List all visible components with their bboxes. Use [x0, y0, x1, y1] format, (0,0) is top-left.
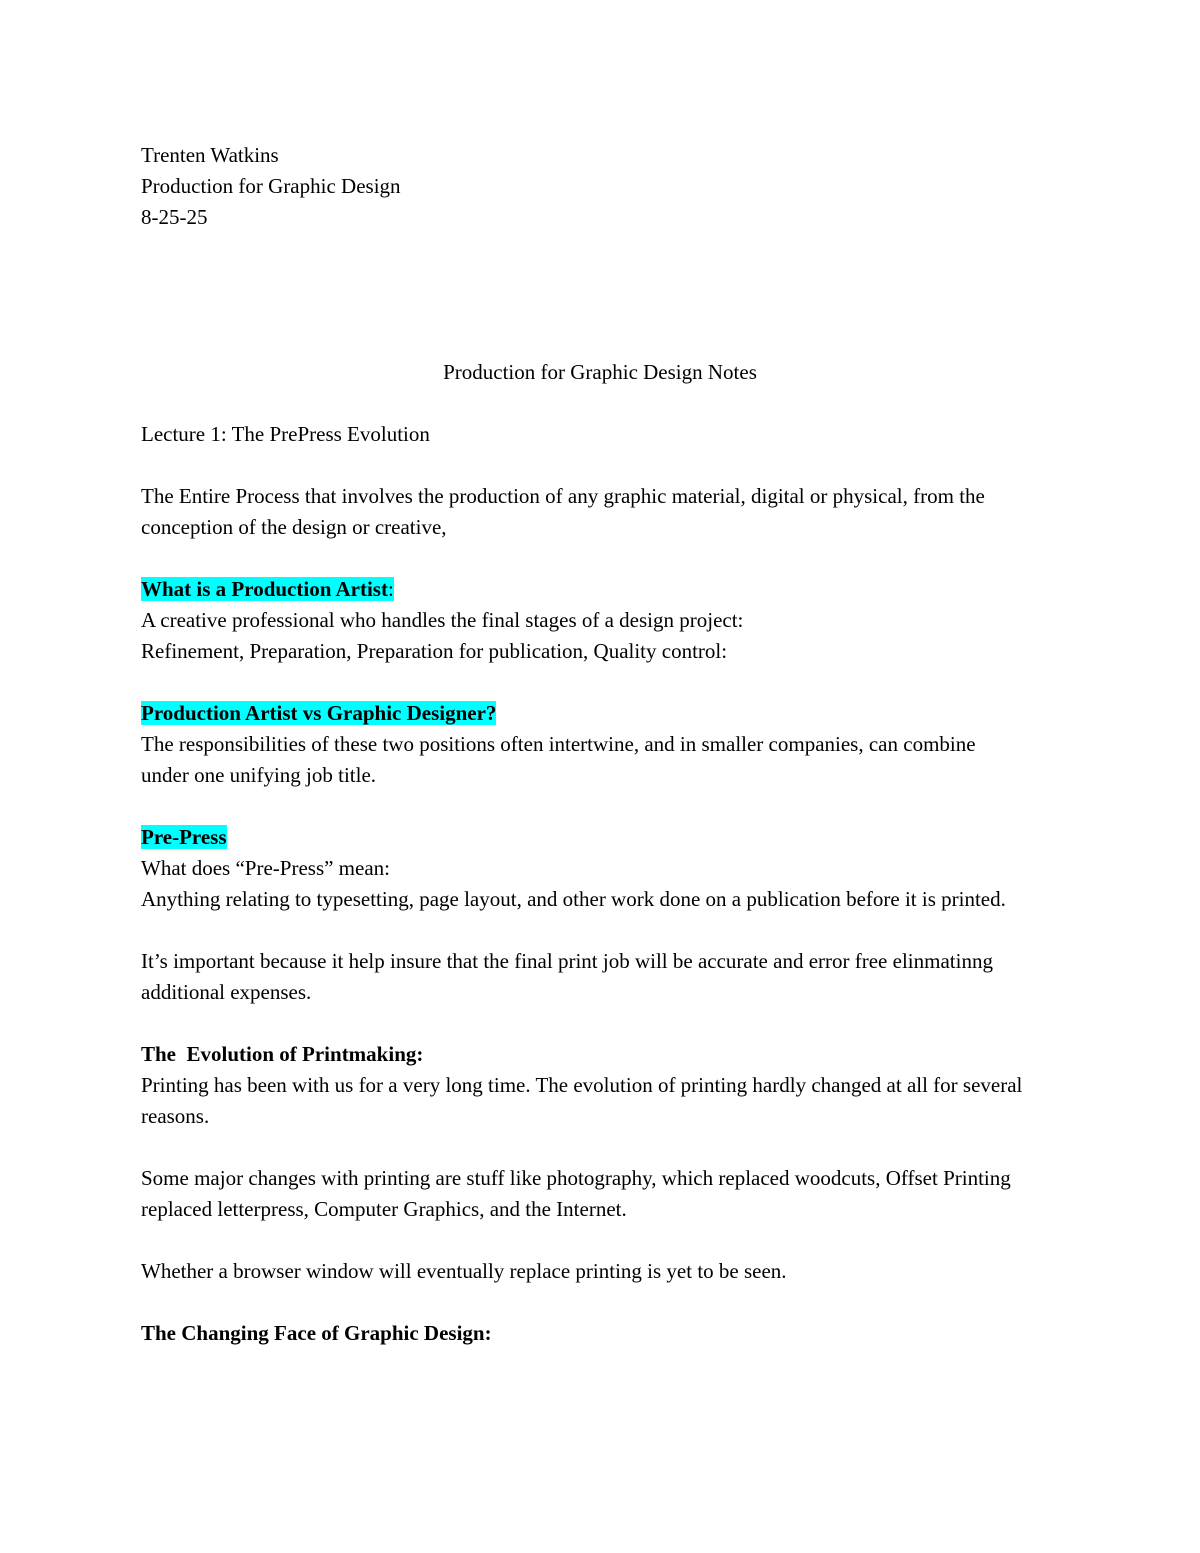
vs-paragraph: The responsibilities of these two positions often intertwine, and in smaller companies, can combine under one unifying job title. [141, 732, 976, 787]
heading-colon: : [387, 577, 394, 601]
evolution-paragraph-1: Printing has been with us for a very long time. The evolution of printing hardly changed at all for several reasons. [141, 1073, 1023, 1128]
lecture-title: Lecture 1: The PrePress Evolution [141, 422, 430, 446]
intro-paragraph: The Entire Process that involves the production of any graphic material, digital or physical, from the conception of the design or creative, [141, 484, 985, 539]
production-artist-tasks: Refinement, Preparation, Preparation for publication, Quality control: [141, 639, 728, 663]
prepress-question: What does “Pre-Press” mean: [141, 856, 390, 880]
production-artist-definition: A creative professional who handles the final stages of a design project: [141, 608, 744, 632]
document-date: 8-25-25 [141, 205, 208, 229]
document-page [141, 140, 1061, 1349]
prepress-importance: It’s important because it help insure that the final print job will be accurate and error free elinmatinng additional expenses. [141, 949, 993, 1004]
section-heading-evolution: The Evolution of Printmaking: [141, 1042, 424, 1066]
section-heading-vs [141, 698, 1061, 729]
section-heading-changing-face: The Changing Face of Graphic Design: [141, 1321, 492, 1345]
author-name: Trenten Watkins [141, 143, 279, 167]
prepress-definition: Anything relating to typesetting, page layout, and other work done on a publication before it is printed. [141, 887, 1006, 911]
highlighted-heading: What is a Production Artist [141, 577, 388, 601]
highlighted-heading: Pre-Press [141, 825, 227, 849]
highlighted-heading: Production Artist vs Graphic Designer? [141, 701, 497, 725]
document-title: Production for Graphic Design Notes [443, 360, 757, 384]
evolution-paragraph-3: Whether a browser window will eventually replace printing is yet to be seen. [141, 1259, 787, 1283]
course-name: Production for Graphic Design [141, 174, 401, 198]
evolution-paragraph-2: Some major changes with printing are stuff like photography, which replaced woodcuts, Offset Printing replaced letterpress, Computer Graphics, and the Internet. [141, 1166, 1011, 1221]
section-heading-production-artist [141, 574, 1061, 605]
section-heading-prepress [141, 822, 1061, 853]
